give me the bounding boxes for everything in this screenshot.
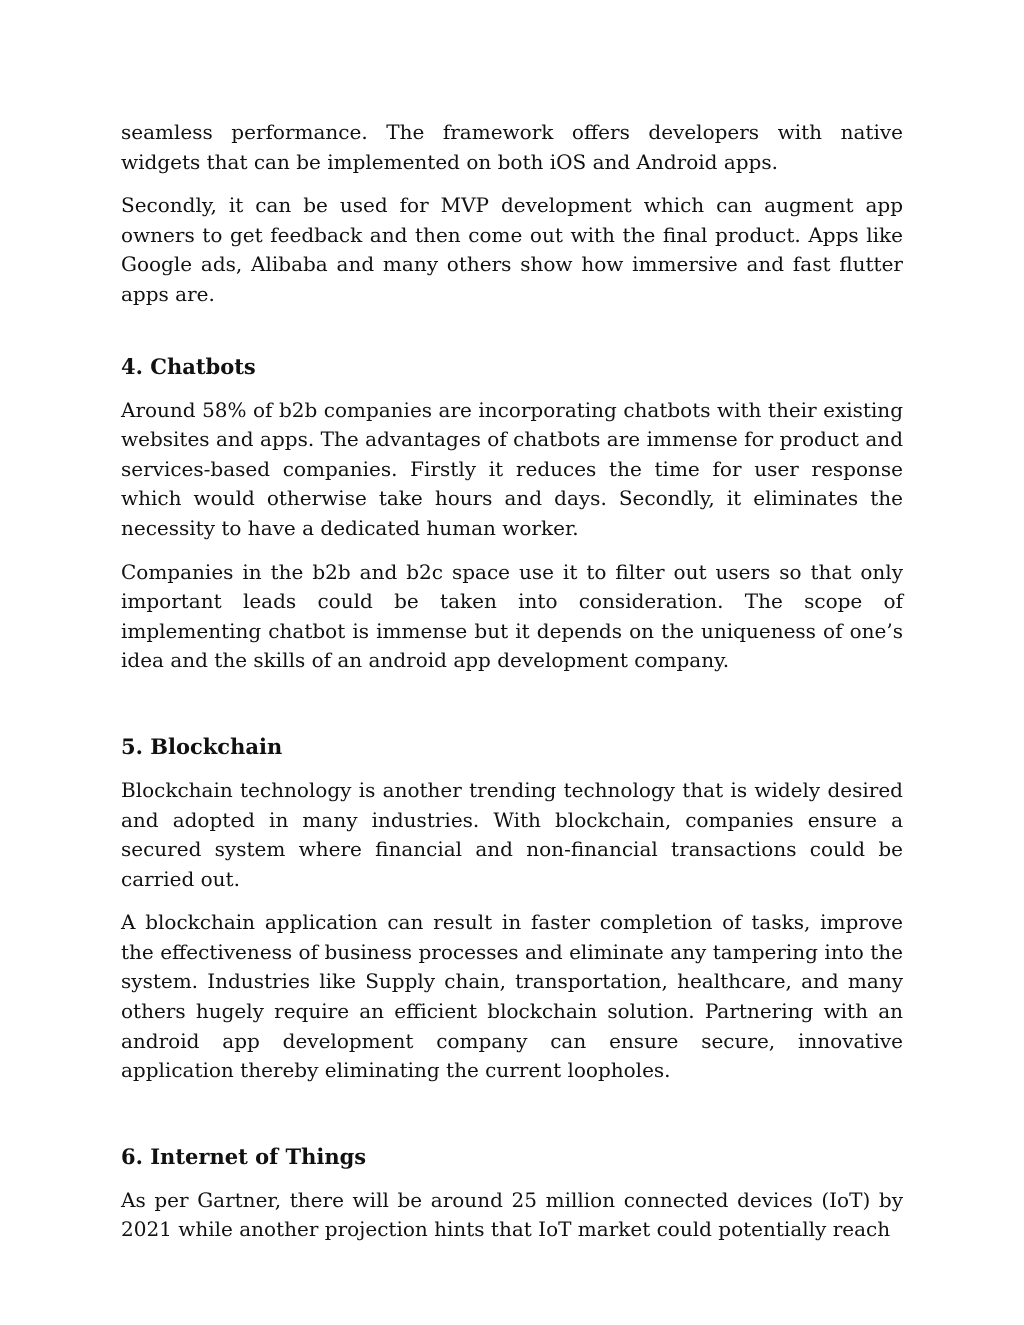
intro-paragraph-1: seamless performance. The framework offers developers with native widgets that can be implemented on both iOS and Android apps. — [121, 120, 903, 174]
chatbots-paragraph-1: Around 58% of b2b companies are incorporating chatbots with their existing websites and apps. The advantages of chatbots are immense for product and services-based companies. Firstly it reduces the time for user response which would otherwise take hours and days. Secondly, it eliminates the necessity to have a dedicated human worker. — [121, 397, 903, 540]
intro-paragraph-2: Secondly, it can be used for MVP development which can augment app owners to get feedback and then come out with the final product. Apps like Google ads, Alibaba and many others show how immersive and fast flutter apps are. — [121, 193, 903, 306]
blockchain-paragraph-2: A blockchain application can result in faster completion of tasks, improve the effectiveness of business processes and eliminate any tampering into the system. Industries like Supply chain, transportation, healthcare, and many others hugely require an efficient blockchain solution. Partnering with an android app development company can ensure secure, innovative application thereby eliminating the current loopholes. — [121, 910, 903, 1083]
document-page — [121, 118, 903, 1259]
chatbots-paragraph-2: Companies in the b2b and b2c space use it to filter out users so that only important leads could be taken into consideration. The scope of implementing chatbot is immense but it depends on the uniqueness of one’s idea and the skills of an android app development company. — [121, 559, 903, 673]
section-spacer — [121, 690, 903, 732]
heading-blockchain: 5. Blockchain — [121, 733, 283, 759]
heading-internet-of-things: 6. Internet of Things — [121, 1143, 367, 1169]
blockchain-paragraph-1: Blockchain technology is another trending technology that is widely desired and adopted in many industries. With blockchain, companies ensure a secured system where financial and non-financial transactions could be carried out. — [121, 777, 903, 891]
heading-chatbots: 4. Chatbots — [121, 353, 256, 379]
section-spacer — [121, 1100, 903, 1142]
section-spacer — [121, 324, 903, 352]
iot-paragraph-1: As per Gartner, there will be around 25 million connected devices (IoT) by 2021 while another projection hints that IoT market could potentially reach — [121, 1187, 903, 1242]
